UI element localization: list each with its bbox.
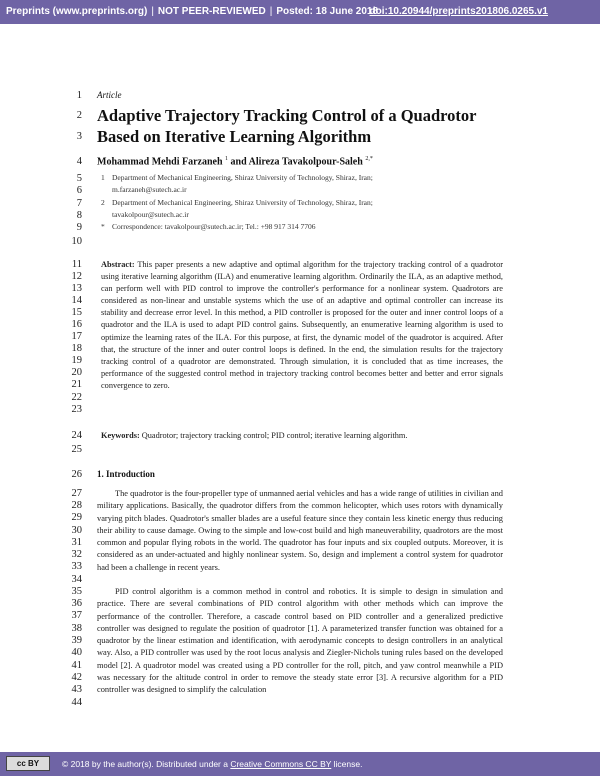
separator: | (269, 6, 273, 17)
line-number: 36 (71, 598, 82, 609)
line-number: 13 (71, 283, 82, 294)
line-number: 37 (71, 610, 82, 621)
line-number: 3 (76, 131, 82, 142)
license-text (62, 759, 362, 769)
author-affiliation-mark: 2,* (365, 156, 373, 162)
license-link[interactable]: Creative Commons CC BY (230, 759, 332, 769)
line-number: 44 (71, 697, 82, 708)
line-number: 28 (71, 500, 82, 511)
line-number: 15 (71, 307, 82, 318)
line-number: 4 (76, 156, 82, 167)
line-number: 1 (76, 90, 82, 101)
cc-by-logo[interactable]: cc BY (6, 756, 50, 771)
affiliation-email[interactable]: tavakolpour@sutech.ac.ir (112, 210, 189, 219)
line-number: 17 (71, 331, 82, 342)
line-number: 8 (76, 210, 82, 221)
author-name: Alireza Tavakolpour-Saleh (248, 156, 363, 168)
line-number: 21 (71, 379, 82, 390)
line-number: 7 (76, 198, 82, 209)
abstract (101, 259, 503, 392)
line-number: 6 (76, 185, 82, 196)
keywords-label: Keywords: (101, 431, 140, 440)
keywords (101, 430, 503, 442)
line-number: 33 (71, 561, 82, 572)
line-number: 38 (71, 623, 82, 634)
abstract-text: This paper presents a new adaptive and optimal algorithm for the trajectory tracking control of a quadrotor using iterative learning algorithm (ILA) and enumerative learning algorithm. Ordinarily the ILA, as an adaptive method, can perform well with PID control to improve the controller's performance for a nonlinear system. Quadrotors are considered as non-linear and unstable systems which the use of an adaptive and optimal controller can increase its stability and decrease error level. In this method, a PID controller is proposed for the outer and inner control loops of a quadrotor and the ILA is used to adapt PID control gains. Subsequently, an enumerative learning algorithm is used to optimize the learning rates of the ILA. For this purpose, at first, the dynamic model of the quadrotor is acquired. After that, the structure of the inner and outer control loops is defined. In the end, the simulation results for the trajectory tracking control of a quadrotor are demonstrated. Through simulation, it is concluded that as time increases, the performance of the suggested control method in trajectory tracking control becomes better and better and error signals convergence to zero. (101, 260, 503, 390)
line-number: 29 (71, 512, 82, 523)
correspondence-text: Correspondence: tavakolpour@sutech.ac.ir; Tel.: +98 917 314 7706 (112, 222, 316, 231)
line-number: 11 (71, 259, 82, 270)
author-conjunction: and (228, 156, 249, 168)
line-number: 25 (71, 444, 82, 455)
author-affiliation-mark: 1 (225, 156, 229, 162)
section-heading: 1. Introduction (97, 469, 155, 479)
site-link[interactable]: Preprints (www.preprints.org) (6, 6, 148, 17)
license-footer (0, 752, 600, 776)
article-type: Article (97, 90, 122, 100)
article-title-line-2: Based on Iterative Learning Algorithm (97, 127, 372, 146)
license-suffix: license. (331, 759, 363, 769)
line-number: 35 (71, 586, 82, 597)
line-number: 16 (71, 319, 82, 330)
correspondence-mark: * (101, 222, 105, 231)
doi-link[interactable]: doi:10.20944/preprints201806.0265.v1 (369, 6, 548, 17)
line-number: 30 (71, 525, 82, 536)
peer-review-status: NOT PEER-REVIEWED (157, 6, 266, 17)
line-number: 41 (71, 660, 82, 671)
affiliation-number: 2 (101, 198, 105, 207)
line-number: 23 (71, 404, 82, 415)
line-number: 14 (71, 295, 82, 306)
line-number: 5 (76, 173, 82, 184)
line-number: 12 (71, 271, 82, 282)
line-number: 2 (76, 110, 82, 121)
affiliation-text: Department of Mechanical Engineering, Shiraz University of Technology, Shiraz, Iran; (112, 173, 373, 182)
line-number: 32 (71, 549, 82, 560)
line-number: 9 (76, 222, 82, 233)
line-number: 19 (71, 355, 82, 366)
line-number: 40 (71, 647, 82, 658)
line-number: 31 (71, 537, 82, 548)
line-number: 27 (71, 488, 82, 499)
posted-date: Posted: 18 June 2018 (276, 6, 379, 17)
abstract-label: Abstract: (101, 260, 135, 269)
affiliation-email[interactable]: m.farzaneh@sutech.ac.ir (112, 185, 187, 194)
separator: | (151, 6, 154, 17)
keywords-text: Quadrotor; trajectory tracking control; PID control; iterative learning algorithm. (141, 431, 408, 440)
license-prefix: © 2018 by the author(s). Distributed under a (62, 759, 231, 769)
affiliation-text: Department of Mechanical Engineering, Shiraz University of Technology, Shiraz, Iran; (112, 198, 373, 207)
line-number: 34 (71, 574, 82, 585)
preprint-banner (0, 0, 600, 24)
affiliation-number: 1 (101, 173, 105, 182)
author-list (97, 156, 373, 167)
line-number: 42 (71, 672, 82, 683)
line-number: 43 (71, 684, 82, 695)
line-number: 20 (71, 367, 82, 378)
line-number: 24 (71, 430, 82, 441)
line-number: 22 (71, 392, 82, 403)
body-paragraph: The quadrotor is the four-propeller type of unmanned aerial vehicles and has a wide range of utilities in civilian and military applications. Basically, the quadrotor differs from the common helicopter, which uses rotors with dynamically varying pitch blades. Quadrotor's smaller blades are a useful feature since they contain less kinetic energy thus reducing their ability to cause damage. Owing to the simple and low-cost build and high maneuverability, quadrotors are the most common and popular flying robots in the world. The quadrotor has four inputs and six coupled outputs. Moreover, it is considered as an under-actuated and highly nonlinear system. So, design and implement a control system for quadrotor had been a challenge in recent years. (97, 489, 503, 572)
line-number: 10 (71, 236, 82, 247)
article-title-line-1: Adaptive Trajectory Tracking Control of a Quadrotor (97, 106, 477, 125)
line-number: 18 (71, 343, 82, 354)
line-number: 39 (71, 635, 82, 646)
line-number: 26 (71, 469, 82, 480)
body-paragraph: PID control algorithm is a common method in control and robotics. It is simple to design in simulation and practice. There are several combinations of PID control algorithm with other methods which can improve the performance of the controller. Therefore, a cascade control based on PID controller and a generalized predictive controller was designed to regulate the position of quadrotor [1]. A parameterized transfer function was obtained for a quadrotor by the linear estimation and identification, with aerodynamic concepts to design controllers in an analytical way. Also, a PID controller was used by the root locus analysis and Ziegler-Nichols tuning rules based on the developed model [2]. A quadrotor model was created using a PD controller for the roll, pitch, and yaw control meanwhile a PID was necessary for the altitude control in order to remove the steady state error [3]. A recursive algorithm for a PID controller was designed to simplify the calculation (97, 587, 503, 695)
author-name: Mohammad Mehdi Farzaneh (97, 156, 223, 168)
banner-left (6, 6, 378, 17)
